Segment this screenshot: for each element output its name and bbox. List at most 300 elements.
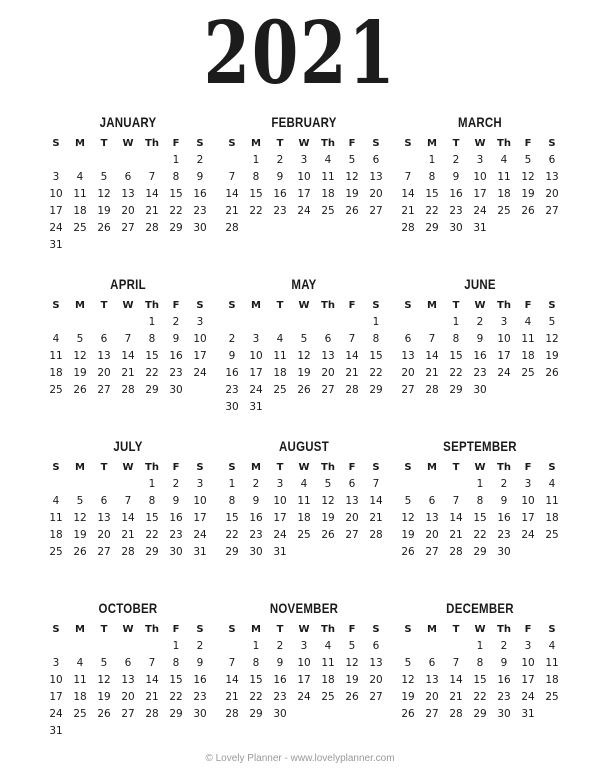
day-cell: 8 [252,171,260,183]
weekday-header: M [251,623,261,635]
empty-day-cell [364,399,388,416]
day-cell: 16 [273,674,287,686]
day-cell: 1 [476,640,484,652]
empty-day-cell [116,152,140,169]
day-cell: 11 [73,188,87,200]
week-row [44,510,212,527]
day-cell: 18 [521,350,535,362]
day-cell: 14 [121,512,135,524]
empty-day-cell [540,706,564,723]
empty-day-cell [364,220,388,237]
month-table [396,296,564,399]
day-cell: 20 [97,529,111,541]
empty-day-cell [68,152,92,169]
day-cell: 28 [121,384,135,396]
day-cell: 8 [372,333,380,345]
weekday-header: S [372,137,380,149]
weekday-header: S [404,623,412,635]
week-row [220,203,388,220]
day-cell: 18 [545,512,559,524]
day-cell: 2 [500,478,508,490]
empty-day-cell [340,220,364,237]
empty-day-cell [164,723,188,740]
day-cell: 26 [401,708,415,720]
day-cell: 22 [449,367,463,379]
day-cell: 22 [169,691,183,703]
week-row [220,527,388,544]
weekday-header: Th [321,299,335,311]
week-row [44,706,212,723]
day-cell: 11 [521,333,535,345]
week-row [44,203,212,220]
day-cell: 27 [97,384,111,396]
day-cell: 2 [172,316,180,328]
empty-day-cell [420,314,444,331]
weekday-header: S [52,461,60,473]
weekday-header: W [298,299,310,311]
weekday-header: F [524,299,532,311]
day-cell: 19 [321,512,335,524]
day-cell: 12 [401,674,415,686]
day-cell: 25 [73,222,87,234]
empty-day-cell [364,706,388,723]
day-cell: 21 [121,529,135,541]
day-cell: 18 [321,674,335,686]
day-cell: 23 [225,384,239,396]
day-cell: 16 [273,188,287,200]
empty-day-cell [420,638,444,655]
week-row [44,655,212,672]
day-cell: 7 [428,333,436,345]
empty-day-cell [292,314,316,331]
day-cell: 13 [369,657,383,669]
day-cell: 21 [225,691,239,703]
day-cell: 25 [521,367,535,379]
weekday-header: F [172,299,180,311]
day-cell: 29 [425,222,439,234]
day-cell: 11 [49,350,63,362]
month-table [220,134,388,237]
day-cell: 29 [145,546,159,558]
week-row [220,510,388,527]
day-cell: 14 [425,350,439,362]
week-row [220,169,388,186]
day-cell: 11 [297,495,311,507]
day-cell: 9 [500,495,508,507]
day-cell: 30 [249,546,263,558]
month-august [220,436,388,598]
empty-day-cell [420,476,444,493]
month-name: MARCH [458,114,502,130]
day-cell: 10 [273,495,287,507]
day-cell: 10 [297,171,311,183]
day-cell: 27 [321,384,335,396]
empty-day-cell [68,723,92,740]
day-cell: 10 [49,674,63,686]
day-cell: 3 [476,154,484,166]
day-cell: 16 [225,367,239,379]
weekday-header-row [396,620,564,638]
day-cell: 5 [524,154,532,166]
week-row [44,544,212,561]
day-cell: 30 [497,708,511,720]
day-cell: 16 [193,188,207,200]
day-cell: 5 [76,495,84,507]
day-cell: 13 [97,350,111,362]
day-cell: 11 [321,657,335,669]
day-cell: 10 [497,333,511,345]
day-cell: 10 [193,495,207,507]
day-cell: 4 [276,333,284,345]
weekday-header: S [548,461,556,473]
weekday-header: S [228,137,236,149]
day-cell: 7 [452,495,460,507]
day-cell: 27 [401,384,415,396]
month-name: MAY [291,276,317,292]
day-cell: 21 [401,205,415,217]
day-cell: 7 [148,171,156,183]
empty-day-cell [44,314,68,331]
empty-day-cell [188,237,212,254]
empty-day-cell [116,638,140,655]
weekday-header: S [372,299,380,311]
day-cell: 25 [545,691,559,703]
day-cell: 15 [425,188,439,200]
day-cell: 17 [521,512,535,524]
day-cell: 6 [428,495,436,507]
day-cell: 20 [369,674,383,686]
day-cell: 11 [321,171,335,183]
day-cell: 9 [452,171,460,183]
day-cell: 24 [297,205,311,217]
day-cell: 2 [276,640,284,652]
day-cell: 15 [225,512,239,524]
empty-day-cell [68,237,92,254]
week-row [396,382,564,399]
weekday-header: W [298,623,310,635]
weekday-header: S [548,623,556,635]
weekday-header: S [404,299,412,311]
week-row [396,152,564,169]
empty-day-cell [364,544,388,561]
day-cell: 1 [148,478,156,490]
day-cell: 4 [324,640,332,652]
empty-day-cell [92,314,116,331]
week-row [44,314,212,331]
week-row [44,331,212,348]
day-cell: 4 [76,657,84,669]
day-cell: 21 [369,512,383,524]
empty-day-cell [516,220,540,237]
day-cell: 2 [252,478,260,490]
day-cell: 5 [100,657,108,669]
day-cell: 23 [193,691,207,703]
empty-day-cell [340,399,364,416]
weekday-header: S [548,299,556,311]
day-cell: 21 [145,691,159,703]
weekday-header: T [276,461,284,473]
day-cell: 17 [193,512,207,524]
day-cell: 27 [545,205,559,217]
day-cell: 21 [225,205,239,217]
week-row [220,331,388,348]
month-table [44,296,212,399]
day-cell: 28 [121,546,135,558]
day-cell: 9 [276,171,284,183]
empty-day-cell [220,152,244,169]
day-cell: 1 [452,316,460,328]
week-row [220,544,388,561]
day-cell: 3 [252,333,260,345]
day-cell: 2 [196,154,204,166]
day-cell: 10 [297,657,311,669]
weekday-header: F [172,623,180,635]
weekday-header: S [404,137,412,149]
day-cell: 14 [145,188,159,200]
day-cell: 14 [345,350,359,362]
day-cell: 6 [428,657,436,669]
day-cell: 24 [193,529,207,541]
week-row [396,314,564,331]
empty-day-cell [244,314,268,331]
day-cell: 15 [473,512,487,524]
weekday-header: S [52,623,60,635]
day-cell: 26 [545,367,559,379]
day-cell: 12 [545,333,559,345]
day-cell: 23 [449,205,463,217]
day-cell: 7 [348,333,356,345]
weekday-header: S [548,137,556,149]
day-cell: 7 [124,495,132,507]
weekday-header: S [196,137,204,149]
day-cell: 10 [521,657,535,669]
month-july [44,436,212,598]
empty-day-cell [292,399,316,416]
week-row [220,382,388,399]
weekday-header: Th [497,299,511,311]
week-row [44,689,212,706]
day-cell: 23 [249,529,263,541]
day-cell: 13 [425,512,439,524]
day-cell: 27 [121,222,135,234]
weekday-header: M [251,461,261,473]
day-cell: 22 [145,367,159,379]
day-cell: 29 [169,222,183,234]
weekday-header: F [348,623,356,635]
day-cell: 16 [169,512,183,524]
empty-day-cell [540,382,564,399]
weekday-header: F [348,461,356,473]
day-cell: 6 [548,154,556,166]
weekday-header: F [172,461,180,473]
day-cell: 1 [476,478,484,490]
day-cell: 18 [545,674,559,686]
day-cell: 23 [193,205,207,217]
weekday-header: Th [321,137,335,149]
weekday-header: T [452,299,460,311]
day-cell: 26 [97,708,111,720]
day-cell: 1 [228,478,236,490]
day-cell: 21 [145,205,159,217]
week-row [44,476,212,493]
month-january [44,112,212,274]
empty-day-cell [492,220,516,237]
empty-day-cell [516,544,540,561]
day-cell: 18 [497,188,511,200]
weekday-header: M [251,299,261,311]
day-cell: 26 [345,205,359,217]
day-cell: 4 [524,316,532,328]
day-cell: 20 [425,529,439,541]
day-cell: 17 [49,205,63,217]
day-cell: 14 [449,512,463,524]
day-cell: 5 [300,333,308,345]
day-cell: 3 [52,657,60,669]
day-cell: 20 [425,691,439,703]
day-cell: 18 [73,205,87,217]
day-cell: 17 [273,512,287,524]
empty-day-cell [116,237,140,254]
day-cell: 15 [145,350,159,362]
weekday-header-row [220,458,388,476]
empty-day-cell [316,220,340,237]
day-cell: 8 [148,495,156,507]
month-table [220,458,388,561]
day-cell: 12 [521,171,535,183]
day-cell: 31 [249,401,263,413]
weekday-header: Th [497,623,511,635]
day-cell: 9 [252,495,260,507]
day-cell: 20 [97,367,111,379]
day-cell: 5 [404,657,412,669]
week-row [44,723,212,740]
weekday-header: M [75,137,85,149]
day-cell: 8 [148,333,156,345]
day-cell: 3 [300,640,308,652]
week-row [396,672,564,689]
day-cell: 30 [273,708,287,720]
empty-day-cell [140,723,164,740]
day-cell: 16 [449,188,463,200]
day-cell: 28 [345,384,359,396]
empty-day-cell [116,476,140,493]
week-row [396,186,564,203]
month-table [220,296,388,416]
weekday-header: S [196,461,204,473]
day-cell: 2 [228,333,236,345]
weekday-header: S [228,461,236,473]
day-cell: 24 [249,384,263,396]
day-cell: 16 [249,512,263,524]
weekday-header-row [44,458,212,476]
day-cell: 17 [49,691,63,703]
day-cell: 17 [297,188,311,200]
weekday-header: W [474,461,486,473]
day-cell: 22 [145,529,159,541]
day-cell: 8 [428,171,436,183]
day-cell: 17 [193,350,207,362]
day-cell: 5 [404,495,412,507]
day-cell: 31 [193,546,207,558]
month-name: APRIL [110,276,146,292]
day-cell: 24 [49,222,63,234]
day-cell: 6 [124,171,132,183]
month-table [396,458,564,561]
day-cell: 20 [369,188,383,200]
day-cell: 15 [449,350,463,362]
empty-day-cell [68,314,92,331]
day-cell: 12 [345,657,359,669]
weekday-header: T [100,461,108,473]
day-cell: 8 [476,657,484,669]
day-cell: 25 [321,691,335,703]
weekday-header: Th [145,299,159,311]
weekday-header: M [251,137,261,149]
week-row [396,220,564,237]
weekday-header: T [276,623,284,635]
day-cell: 4 [324,154,332,166]
day-cell: 1 [172,640,180,652]
empty-day-cell [396,152,420,169]
day-cell: 22 [225,529,239,541]
day-cell: 10 [49,188,63,200]
week-row [396,365,564,382]
day-cell: 29 [473,708,487,720]
week-row [44,237,212,254]
day-cell: 16 [497,512,511,524]
day-cell: 2 [500,640,508,652]
day-cell: 18 [49,529,63,541]
day-cell: 16 [497,674,511,686]
day-cell: 27 [425,546,439,558]
month-table [396,134,564,237]
weekday-header: S [52,137,60,149]
day-cell: 27 [121,708,135,720]
week-row [220,348,388,365]
month-name: DECEMBER [446,600,514,616]
day-cell: 9 [196,657,204,669]
day-cell: 30 [225,401,239,413]
empty-day-cell [396,638,420,655]
day-cell: 13 [369,171,383,183]
week-row [44,672,212,689]
weekday-header: M [427,461,437,473]
weekday-header: Th [145,137,159,149]
empty-day-cell [44,152,68,169]
week-row [44,493,212,510]
empty-day-cell [44,476,68,493]
week-row [44,169,212,186]
day-cell: 9 [500,657,508,669]
weekday-header: F [524,137,532,149]
empty-day-cell [116,723,140,740]
day-cell: 6 [324,333,332,345]
day-cell: 24 [473,205,487,217]
day-cell: 20 [121,691,135,703]
month-name: OCTOBER [98,600,158,616]
weekday-header: W [298,461,310,473]
month-name: SEPTEMBER [443,438,517,454]
day-cell: 19 [73,529,87,541]
day-cell: 14 [369,495,383,507]
day-cell: 14 [225,674,239,686]
day-cell: 4 [52,495,60,507]
day-cell: 28 [425,384,439,396]
day-cell: 8 [228,495,236,507]
weekday-header-row [220,296,388,314]
day-cell: 4 [52,333,60,345]
month-march [396,112,564,274]
